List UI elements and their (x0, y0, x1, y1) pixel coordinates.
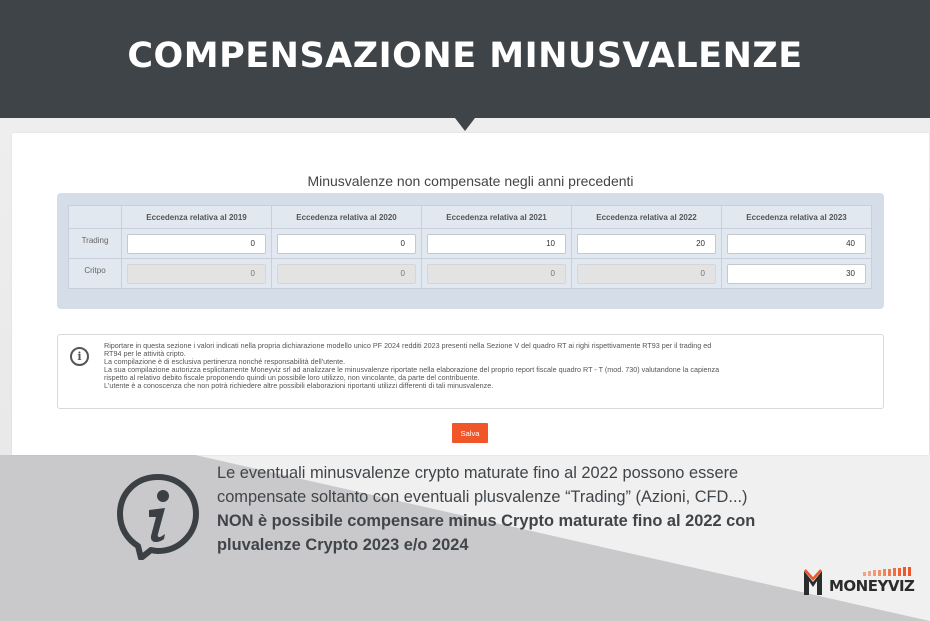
table-cell (722, 229, 872, 259)
table-cell (272, 259, 422, 289)
notice-line: rispetto al relativo debito fiscale proponendo quindi un possibile loro utilizzo, non vincolante, da parte del contribuente. (104, 373, 480, 383)
logo-text: MONEYVIZ (829, 577, 915, 595)
info-line: Le eventuali minusvalenze crypto maturate fino al 2022 possono essere (217, 464, 739, 482)
header-banner (0, 0, 930, 118)
cripto-2021-input: 0 (427, 264, 566, 284)
header-notch (455, 118, 475, 131)
table-corner-cell (69, 206, 122, 229)
cripto-2022-input: 0 (577, 264, 716, 284)
info-text (217, 461, 897, 557)
column-header: Eccedenza relativa al 2021 (422, 206, 572, 229)
app-screenshot (12, 133, 929, 455)
column-header: Eccedenza relativa al 2019 (122, 206, 272, 229)
moneyviz-logo (803, 566, 915, 598)
trading-2020-input[interactable]: 0 (277, 234, 416, 254)
trading-2023-input[interactable]: 40 (727, 234, 866, 254)
notice-box (57, 334, 884, 409)
table-row-cripto (69, 259, 872, 289)
notice-line: L'utente è a conoscenza che non potrà richiedere altre possibili elaborazioni riportanti utilizzi differenti di tali minusvalenze. (104, 381, 494, 391)
table-header-row (69, 206, 872, 229)
table-cell (122, 229, 272, 259)
row-label: Trading (69, 229, 122, 259)
table-cell (572, 259, 722, 289)
table-cell (722, 259, 872, 289)
table-cell (422, 259, 572, 289)
table-cell (422, 229, 572, 259)
trading-2021-input[interactable]: 10 (427, 234, 566, 254)
info-bold-line: NON è possibile compensare minus Crypto maturate fino al 2022 con (217, 512, 756, 530)
minusvalenze-table-panel (57, 193, 884, 309)
notice-line: La sua compilazione autorizza esplicitamente Moneyviz srl ad analizzare le minusvalenze riportate nella elaborazione del proprio report fiscale quadro RT - T (mod. 730) valutandone la capienza (104, 365, 720, 375)
table-cell (572, 229, 722, 259)
trading-2019-input[interactable]: 0 (127, 234, 266, 254)
table-title: Minusvalenze non compensate negli anni precedenti (307, 173, 634, 189)
column-header: Eccedenza relativa al 2020 (272, 206, 422, 229)
minusvalenze-table (68, 205, 872, 289)
info-speech-bubble-icon (116, 472, 200, 560)
column-header: Eccedenza relativa al 2023 (722, 206, 872, 229)
info-line: compensate soltanto con eventuali plusvalenze “Trading” (Azioni, CFD...) (217, 488, 748, 506)
table-cell (272, 229, 422, 259)
info-bold-line: pluvalenze Crypto 2023 e/o 2024 (217, 536, 469, 554)
save-button[interactable]: Salva (452, 423, 488, 443)
table-cell (122, 259, 272, 289)
notice-text (104, 342, 874, 391)
page-title: COMPENSAZIONE MINUSVALENZE (127, 36, 803, 76)
cripto-2023-input[interactable]: 30 (727, 264, 866, 284)
row-label: Critpo (69, 259, 122, 289)
cripto-2020-input: 0 (277, 264, 416, 284)
notice-line: La compilazione è di esclusiva pertinenza nonché responsabilità dell'utente. (104, 357, 346, 367)
notice-line: Riportare in questa sezione i valori indicati nella propria dichiarazione modello unico PF 2024 redditi 2023 presenti nella Sezione V del quadro RT ai righi rispettivamente RT93 per il trading ed (104, 341, 712, 350)
trading-2022-input[interactable]: 20 (577, 234, 716, 254)
notice-line: RT94 per le attività cripto. (104, 349, 186, 359)
table-row-trading (69, 229, 872, 259)
info-circle-icon: i (70, 347, 89, 366)
column-header: Eccedenza relativa al 2022 (572, 206, 722, 229)
cripto-2019-input: 0 (127, 264, 266, 284)
